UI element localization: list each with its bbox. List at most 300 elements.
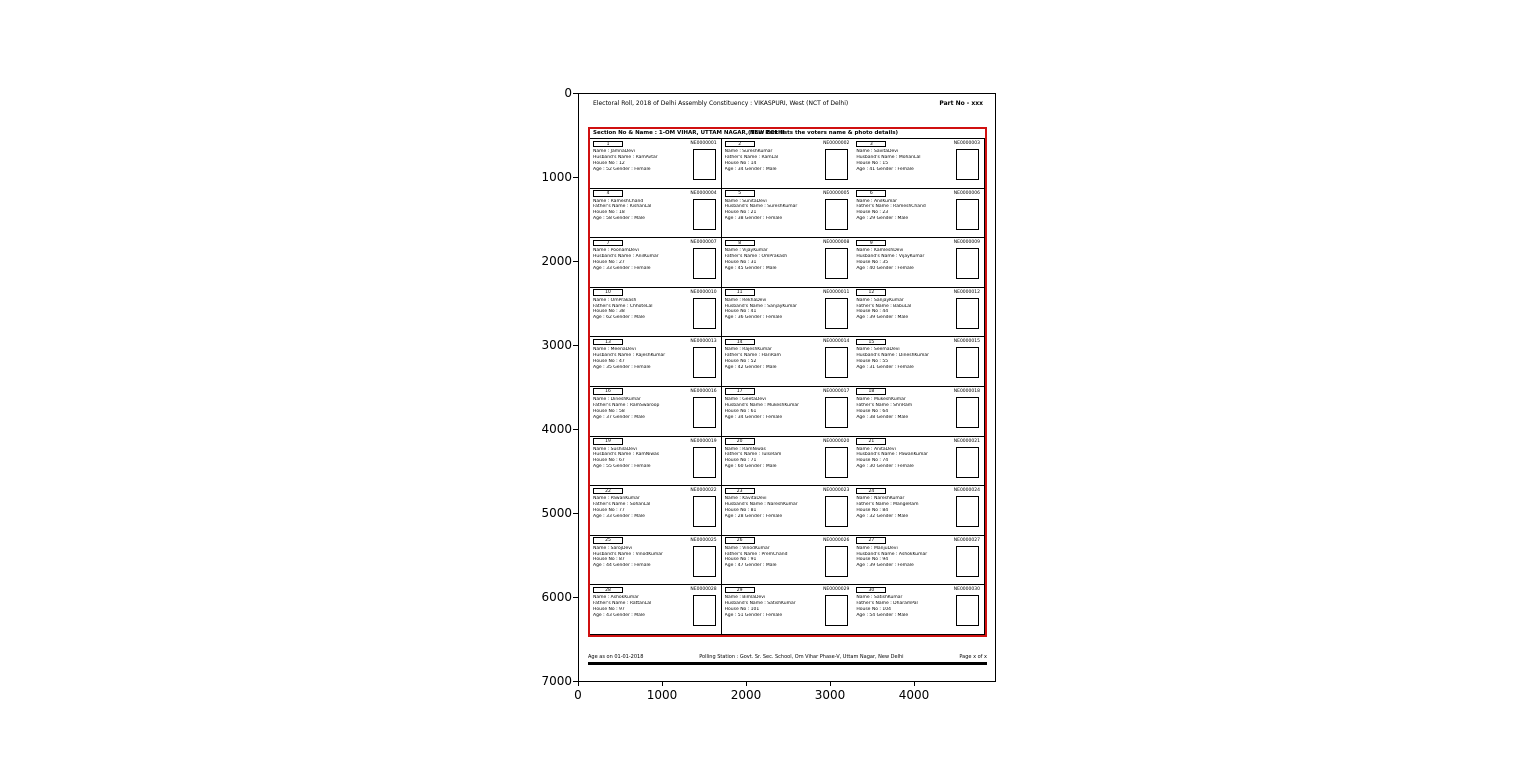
voter-photo-box bbox=[825, 347, 848, 378]
voter-age-gender-line: Age : 43 Gender : Male bbox=[593, 612, 645, 618]
voter-photo-box bbox=[825, 248, 848, 279]
voter-age-gender-line: Age : 62 Gender : Male bbox=[593, 315, 645, 321]
voter-details bbox=[856, 595, 953, 618]
voter-house-line: House No : 87 bbox=[593, 557, 625, 563]
voter-age-gender-line: Age : 52 Gender : Female bbox=[593, 166, 651, 172]
voter-card bbox=[853, 387, 985, 437]
voter-card bbox=[853, 585, 985, 635]
epic-id: NE0000025 bbox=[690, 537, 717, 543]
voter-age-gender-line: Age : 60 Gender : Male bbox=[724, 464, 777, 470]
voter-relation-line: Husband's Name : RamAvtar bbox=[593, 154, 658, 160]
epic-id: NE0000007 bbox=[690, 240, 717, 246]
voter-details bbox=[856, 397, 953, 420]
voter-details bbox=[593, 397, 690, 420]
serial-number-box: 5 bbox=[725, 190, 755, 197]
voter-relation-line: Husband's Name : VinodKumar bbox=[593, 551, 663, 557]
voter-details bbox=[725, 199, 823, 222]
voter-card bbox=[590, 288, 722, 338]
serial-number-box: 26 bbox=[725, 537, 755, 544]
voter-house-line: House No : 71 bbox=[724, 458, 757, 464]
voter-photo-box bbox=[956, 248, 979, 279]
voter-age-gender-line: Age : 33 Gender : Male bbox=[593, 513, 645, 519]
voter-photo-box bbox=[825, 199, 848, 230]
voter-age-gender-line: Age : 45 Gender : Male bbox=[724, 265, 777, 271]
epic-id: NE0000022 bbox=[690, 488, 717, 494]
voter-card bbox=[590, 189, 722, 239]
epic-id: NE0000017 bbox=[823, 388, 850, 394]
voter-relation-line: Father's Name : KishanLal bbox=[593, 204, 652, 210]
voter-name-line: Name : BimlaDevi bbox=[724, 595, 766, 601]
voter-photo-box bbox=[825, 595, 848, 626]
voter-card bbox=[590, 238, 722, 288]
voter-house-line: House No : 35 bbox=[856, 259, 889, 265]
voter-age-gender-line: Age : 35 Gender : Female bbox=[593, 364, 651, 370]
voter-relation-line: Husband's Name : DineshKumar bbox=[856, 353, 929, 359]
footer-left-text: Age as on 01-01-2018 bbox=[588, 654, 644, 660]
voter-age-gender-line: Age : 38 Gender : Male bbox=[856, 414, 909, 420]
voter-photo-box bbox=[693, 397, 716, 428]
epic-id: NE0000013 bbox=[690, 339, 717, 345]
voter-name-line: Name : JamnaDevi bbox=[593, 149, 635, 154]
voter-photo-box bbox=[825, 397, 848, 428]
serial-number-box: 20 bbox=[725, 438, 755, 445]
voter-details bbox=[725, 298, 823, 321]
epic-id: NE0000015 bbox=[953, 339, 980, 345]
x-tick-mark bbox=[662, 682, 663, 686]
voter-photo-box bbox=[693, 546, 716, 577]
plot-area bbox=[578, 93, 996, 682]
voter-age-gender-line: Age : 37 Gender : Male bbox=[593, 414, 645, 420]
voter-name-line: Name : AshokKumar bbox=[593, 595, 639, 601]
voter-details bbox=[856, 347, 953, 370]
x-tick-mark bbox=[914, 682, 915, 686]
voter-house-line: House No : 44 bbox=[856, 309, 889, 315]
voter-age-gender-line: Age : 34 Gender : Male bbox=[724, 166, 777, 172]
voter-details bbox=[593, 347, 690, 370]
serial-number-box: 17 bbox=[725, 388, 755, 395]
voter-photo-box bbox=[956, 149, 979, 180]
voter-relation-line: Husband's Name : AshokKumar bbox=[856, 551, 928, 557]
epic-id: NE0000027 bbox=[953, 537, 980, 543]
voter-details bbox=[593, 149, 690, 172]
voter-photo-box bbox=[693, 496, 716, 527]
voter-name-line: Name : VinodKumar bbox=[724, 545, 770, 551]
epic-id: NE0000020 bbox=[823, 438, 850, 444]
voter-relation-line: Father's Name : ShriRam bbox=[856, 402, 913, 408]
serial-number-box: 7 bbox=[593, 240, 623, 247]
voter-card bbox=[590, 486, 722, 536]
voter-name-line: Name : AnitaDevi bbox=[856, 446, 896, 452]
voter-house-line: House No : 47 bbox=[593, 359, 625, 365]
voter-name-line: Name : PoonamDevi bbox=[593, 248, 639, 254]
x-tick-mark bbox=[746, 682, 747, 686]
voter-card bbox=[722, 337, 854, 387]
voter-photo-box bbox=[956, 546, 979, 577]
x-tick-label: 3000 bbox=[814, 688, 846, 702]
voter-name-line: Name : RajeshKumar bbox=[724, 347, 772, 353]
voter-card bbox=[853, 238, 985, 288]
epic-id: NE0000026 bbox=[823, 537, 850, 543]
voter-age-gender-line: Age : 42 Gender : Male bbox=[724, 364, 777, 370]
voter-details bbox=[856, 149, 953, 172]
voter-house-line: House No : 74 bbox=[856, 458, 889, 464]
voter-house-line: House No : 52 bbox=[724, 359, 757, 365]
voter-house-line: House No : 61 bbox=[724, 408, 757, 414]
epic-id: NE0000001 bbox=[690, 141, 717, 146]
voter-house-line: House No : 91 bbox=[724, 557, 757, 563]
serial-number-box: 19 bbox=[593, 438, 623, 445]
voter-age-gender-line: Age : 47 Gender : Male bbox=[724, 563, 777, 569]
voter-age-gender-line: Age : 41 Gender : Female bbox=[856, 166, 914, 172]
voter-name-line: Name : KavitaDevi bbox=[724, 496, 767, 502]
voter-age-gender-line: Age : 33 Gender : Female bbox=[593, 265, 651, 271]
epic-id: NE0000002 bbox=[823, 141, 850, 146]
voter-relation-line: Husband's Name : SureshKumar bbox=[724, 204, 798, 210]
voter-details bbox=[593, 447, 690, 470]
voter-details bbox=[593, 199, 690, 222]
voter-details bbox=[856, 199, 953, 222]
voter-photo-box bbox=[956, 298, 979, 329]
voter-name-line: Name : SureshKumar bbox=[724, 149, 773, 154]
voter-relation-line: Father's Name : TulsiRam bbox=[724, 452, 782, 458]
voter-card bbox=[590, 585, 722, 635]
voter-relation-line: Father's Name : ChhoteLal bbox=[593, 303, 653, 309]
voter-name-line: Name : MukeshKumar bbox=[856, 396, 906, 402]
voter-age-gender-line: Age : 55 Gender : Female bbox=[593, 464, 651, 470]
epic-id: NE0000024 bbox=[953, 488, 980, 494]
voter-relation-line: Husband's Name : SanjayKumar bbox=[724, 303, 797, 309]
voter-card bbox=[853, 437, 985, 487]
voter-age-gender-line: Age : 29 Gender : Male bbox=[856, 216, 909, 222]
voter-relation-line: Father's Name : RameshChand bbox=[856, 204, 926, 210]
epic-id: NE0000003 bbox=[953, 141, 980, 146]
voter-card bbox=[590, 387, 722, 437]
voter-name-line: Name : PawanKumar bbox=[593, 496, 640, 502]
epic-id: NE0000014 bbox=[823, 339, 850, 345]
voter-card bbox=[722, 139, 854, 189]
voter-card bbox=[590, 536, 722, 586]
voter-name-line: Name : MeenaDevi bbox=[593, 347, 636, 353]
voter-relation-line: Husband's Name : SatishKumar bbox=[724, 601, 796, 607]
voter-relation-line: Father's Name : SohanLal bbox=[593, 502, 651, 508]
voter-name-line: Name : SavitaDevi bbox=[856, 149, 899, 154]
serial-number-box: 23 bbox=[725, 488, 755, 495]
voter-card bbox=[722, 238, 854, 288]
voter-house-line: House No : 41 bbox=[724, 309, 757, 315]
voter-house-line: House No : 31 bbox=[724, 259, 757, 265]
voter-relation-line: Father's Name : PremChand bbox=[724, 551, 788, 557]
voter-details bbox=[725, 149, 823, 172]
serial-number-box: 11 bbox=[725, 289, 755, 296]
voter-house-line: House No : 14 bbox=[724, 160, 757, 166]
x-tick-mark bbox=[578, 682, 579, 686]
x-tick-label: 1000 bbox=[646, 688, 678, 702]
footer-right-text: Page x of x bbox=[959, 654, 987, 660]
voter-details bbox=[593, 595, 690, 618]
voter-house-line: House No : 21 bbox=[724, 210, 757, 216]
epic-id: NE0000011 bbox=[823, 289, 850, 295]
y-tick-label: 5000 bbox=[541, 506, 572, 520]
voter-name-line: Name : SarojDevi bbox=[593, 545, 633, 551]
voter-age-gender-line: Age : 40 Gender : Female bbox=[856, 265, 914, 271]
voter-photo-box bbox=[956, 397, 979, 428]
epic-id: NE0000006 bbox=[953, 190, 980, 196]
voter-relation-line: Husband's Name : NareshKumar bbox=[724, 502, 798, 508]
voter-details bbox=[593, 248, 690, 271]
voter-details bbox=[593, 546, 690, 569]
voter-name-line: Name : SatishKumar bbox=[856, 595, 903, 601]
voter-details bbox=[856, 496, 953, 519]
voter-photo-box bbox=[825, 496, 848, 527]
voter-details bbox=[725, 248, 823, 271]
voter-details bbox=[725, 447, 823, 470]
voter-photo-box bbox=[693, 447, 716, 478]
voter-house-line: House No : 84 bbox=[856, 507, 889, 513]
serial-number-box: 1 bbox=[593, 141, 623, 148]
document-footer-row bbox=[588, 654, 987, 660]
voter-age-gender-line: Age : 38 Gender : Female bbox=[724, 216, 783, 222]
voter-name-line: Name : OmPrakash bbox=[593, 297, 637, 303]
voter-name-line: Name : VijayKumar bbox=[724, 248, 768, 254]
serial-number-box: 6 bbox=[856, 190, 886, 197]
voter-details bbox=[725, 595, 823, 618]
voter-age-gender-line: Age : 31 Gender : Female bbox=[856, 364, 914, 370]
voter-details bbox=[856, 248, 953, 271]
y-tick-label: 0 bbox=[564, 86, 572, 100]
voter-age-gender-line: Age : 58 Gender : Male bbox=[593, 216, 645, 222]
voter-age-gender-line: Age : 44 Gender : Female bbox=[593, 563, 651, 569]
epic-id: NE0000021 bbox=[953, 438, 980, 444]
epic-id: NE0000016 bbox=[690, 388, 717, 394]
voter-details bbox=[725, 397, 823, 420]
section-header-row bbox=[590, 129, 985, 138]
voter-relation-line: Father's Name : DharamPal bbox=[856, 601, 918, 607]
voter-card bbox=[722, 189, 854, 239]
voter-photo-box bbox=[693, 347, 716, 378]
voter-photo-box bbox=[956, 595, 979, 626]
section-name-label: Section No & Name : 1-OM VIHAR, UTTAM NAGAR, NEW DELHI bbox=[593, 130, 785, 136]
x-tick-label: 0 bbox=[574, 688, 582, 702]
voter-age-gender-line: Age : 39 Gender : Male bbox=[856, 315, 909, 321]
voter-name-line: Name : RameshChand bbox=[593, 198, 644, 204]
voter-cards-grid bbox=[590, 138, 985, 635]
serial-number-box: 30 bbox=[856, 587, 886, 594]
voter-details bbox=[725, 347, 823, 370]
serial-number-box: 10 bbox=[593, 289, 623, 296]
voter-name-line: Name : SushilaDevi bbox=[593, 446, 637, 452]
voter-house-line: House No : 104 bbox=[856, 607, 891, 613]
voter-card bbox=[722, 585, 854, 635]
voter-age-gender-line: Age : 36 Gender : Female bbox=[724, 315, 783, 321]
voter-name-line: Name : SanjayKumar bbox=[856, 297, 904, 303]
epic-id: NE0000008 bbox=[823, 240, 850, 246]
voter-card bbox=[853, 139, 985, 189]
voter-relation-line: Father's Name : RamLal bbox=[724, 154, 779, 160]
voter-photo-box bbox=[825, 447, 848, 478]
voter-card bbox=[590, 437, 722, 487]
serial-number-box: 8 bbox=[725, 240, 755, 247]
x-tick-label: 4000 bbox=[898, 688, 930, 702]
voter-photo-box bbox=[693, 199, 716, 230]
voter-name-line: Name : GeetaDevi bbox=[724, 396, 767, 402]
serial-number-box: 22 bbox=[593, 488, 623, 495]
voter-age-gender-line: Age : 32 Gender : Male bbox=[856, 513, 909, 519]
x-tick-label: 2000 bbox=[730, 688, 762, 702]
epic-id: NE0000004 bbox=[690, 190, 717, 196]
serial-number-box: 27 bbox=[856, 537, 886, 544]
voter-details bbox=[725, 496, 823, 519]
epic-id: NE0000009 bbox=[953, 240, 980, 246]
voter-house-line: House No : 64 bbox=[856, 408, 889, 414]
voter-relation-line: Husband's Name : RajeshKumar bbox=[593, 353, 666, 359]
section-note: (This Part lists the voters name & photo details) bbox=[748, 130, 899, 136]
voter-card bbox=[722, 387, 854, 437]
voter-house-line: House No : 77 bbox=[593, 507, 625, 513]
voter-name-line: Name : AnilKumar bbox=[856, 198, 897, 204]
serial-number-box: 15 bbox=[856, 339, 886, 346]
serial-number-box: 25 bbox=[593, 537, 623, 544]
voter-photo-box bbox=[693, 149, 716, 180]
voter-photo-box bbox=[693, 248, 716, 279]
voter-house-line: House No : 27 bbox=[593, 259, 625, 265]
serial-number-box: 2 bbox=[725, 141, 755, 148]
voter-relation-line: Husband's Name : PawanKumar bbox=[856, 452, 929, 458]
voter-details bbox=[725, 546, 823, 569]
voter-name-line: Name : SeemaDevi bbox=[856, 347, 900, 353]
voter-house-line: House No : 38 bbox=[593, 309, 625, 315]
voter-name-line: Name : DineshKumar bbox=[593, 396, 641, 402]
voter-details bbox=[856, 298, 953, 321]
serial-number-box: 9 bbox=[856, 240, 886, 247]
voter-details bbox=[856, 546, 953, 569]
voter-house-line: House No : 94 bbox=[856, 557, 889, 563]
voter-name-line: Name : KamleshDevi bbox=[856, 248, 904, 254]
serial-number-box: 13 bbox=[593, 339, 623, 346]
voter-age-gender-line: Age : 51 Gender : Female bbox=[724, 612, 783, 618]
voter-photo-box bbox=[825, 149, 848, 180]
voter-name-line: Name : RekhaDevi bbox=[724, 297, 767, 303]
voter-house-line: House No : 12 bbox=[593, 160, 625, 166]
epic-id: NE0000029 bbox=[823, 587, 850, 593]
voter-photo-box bbox=[693, 298, 716, 329]
voter-name-line: Name : RamNiwas bbox=[724, 446, 766, 452]
y-tick-label: 6000 bbox=[541, 590, 572, 604]
voter-house-line: House No : 97 bbox=[593, 607, 625, 613]
voter-details bbox=[856, 447, 953, 470]
voter-relation-line: Husband's Name : MukeshKumar bbox=[724, 402, 799, 408]
voter-photo-box bbox=[825, 298, 848, 329]
voter-house-line: House No : 23 bbox=[856, 210, 889, 216]
voter-photo-box bbox=[825, 546, 848, 577]
y-tick-label: 3000 bbox=[541, 338, 572, 352]
footer-divider-line bbox=[588, 662, 987, 665]
epic-id: NE0000030 bbox=[953, 587, 980, 593]
serial-number-box: 21 bbox=[856, 438, 886, 445]
serial-number-box: 14 bbox=[725, 339, 755, 346]
voter-card bbox=[722, 536, 854, 586]
voter-photo-box bbox=[956, 496, 979, 527]
y-tick-label: 4000 bbox=[541, 422, 572, 436]
epic-id: NE0000023 bbox=[823, 488, 850, 494]
voter-relation-line: Husband's Name : VijayKumar bbox=[856, 254, 925, 260]
epic-id: NE0000028 bbox=[690, 587, 717, 593]
voter-house-line: House No : 81 bbox=[724, 507, 757, 513]
voter-name-line: Name : ManjuDevi bbox=[856, 545, 898, 551]
voter-relation-line: Father's Name : RamSwaroop bbox=[593, 402, 660, 408]
document-header-title: Electoral Roll, 2018 of Delhi Assembly Constituency : VIKASPURI, West (NCT of Delhi) bbox=[593, 100, 849, 107]
epic-id: NE0000018 bbox=[953, 388, 980, 394]
voter-card bbox=[722, 486, 854, 536]
voter-card bbox=[853, 189, 985, 239]
serial-number-box: 29 bbox=[725, 587, 755, 594]
voter-card bbox=[853, 536, 985, 586]
voter-photo-box bbox=[956, 199, 979, 230]
voter-photo-box bbox=[693, 595, 716, 626]
serial-number-box: 18 bbox=[856, 388, 886, 395]
epic-id: NE0000005 bbox=[823, 190, 850, 196]
voter-relation-line: Father's Name : OmPrakash bbox=[724, 254, 788, 260]
epic-id: NE0000012 bbox=[953, 289, 980, 295]
voter-house-line: House No : 18 bbox=[593, 210, 625, 216]
voter-relation-line: Father's Name : MangeRam bbox=[856, 502, 919, 508]
voter-house-line: House No : 67 bbox=[593, 458, 625, 464]
serial-number-box: 3 bbox=[856, 141, 886, 148]
footer-center-text: Polling Station : Govt. Sr. Sec. School, Om Vihar Phase-V, Uttam Nagar, New Delhi bbox=[699, 654, 904, 660]
voter-house-line: House No : 101 bbox=[724, 607, 760, 613]
document-part-number: Part No - xxx bbox=[939, 100, 983, 107]
epic-id: NE0000010 bbox=[690, 289, 717, 295]
y-tick-label: 2000 bbox=[541, 254, 572, 268]
voter-age-gender-line: Age : 28 Gender : Female bbox=[724, 513, 783, 519]
serial-number-box: 24 bbox=[856, 488, 886, 495]
serial-number-box: 28 bbox=[593, 587, 623, 594]
voter-house-line: House No : 58 bbox=[593, 408, 625, 414]
serial-number-box: 16 bbox=[593, 388, 623, 395]
voter-photo-box bbox=[956, 347, 979, 378]
epic-id: NE0000019 bbox=[690, 438, 717, 444]
voter-card bbox=[590, 337, 722, 387]
voter-relation-line: Husband's Name : RamNiwas bbox=[593, 452, 660, 458]
voter-age-gender-line: Age : 30 Gender : Female bbox=[856, 464, 914, 470]
y-tick-label: 7000 bbox=[541, 674, 572, 688]
voter-age-gender-line: Age : 54 Gender : Male bbox=[856, 612, 909, 618]
x-tick-mark bbox=[830, 682, 831, 686]
serial-number-box: 4 bbox=[593, 190, 623, 197]
voter-name-line: Name : SunitaDevi bbox=[724, 198, 767, 204]
voter-card bbox=[853, 337, 985, 387]
y-tick-label: 1000 bbox=[541, 170, 572, 184]
voter-age-gender-line: Age : 34 Gender : Female bbox=[724, 414, 783, 420]
voter-card bbox=[722, 288, 854, 338]
voter-card bbox=[853, 486, 985, 536]
voter-relation-line: Husband's Name : AnilKumar bbox=[593, 254, 659, 260]
voter-card bbox=[853, 288, 985, 338]
voter-house-line: House No : 15 bbox=[856, 160, 889, 166]
voter-age-gender-line: Age : 39 Gender : Female bbox=[856, 563, 914, 569]
voter-house-line: House No : 55 bbox=[856, 359, 889, 365]
voter-details bbox=[593, 496, 690, 519]
voter-details bbox=[593, 298, 690, 321]
voter-relation-line: Father's Name : BabuLal bbox=[856, 303, 912, 309]
voter-card bbox=[722, 437, 854, 487]
serial-number-box: 12 bbox=[856, 289, 886, 296]
voter-card bbox=[590, 139, 722, 189]
highlight-red-rectangle bbox=[588, 127, 987, 637]
voter-name-line: Name : NareshKumar bbox=[856, 496, 905, 502]
voter-relation-line: Father's Name : HariRam bbox=[724, 353, 781, 359]
voter-relation-line: Father's Name : RattanLal bbox=[593, 601, 652, 607]
voter-relation-line: Husband's Name : MohanLal bbox=[856, 154, 921, 160]
